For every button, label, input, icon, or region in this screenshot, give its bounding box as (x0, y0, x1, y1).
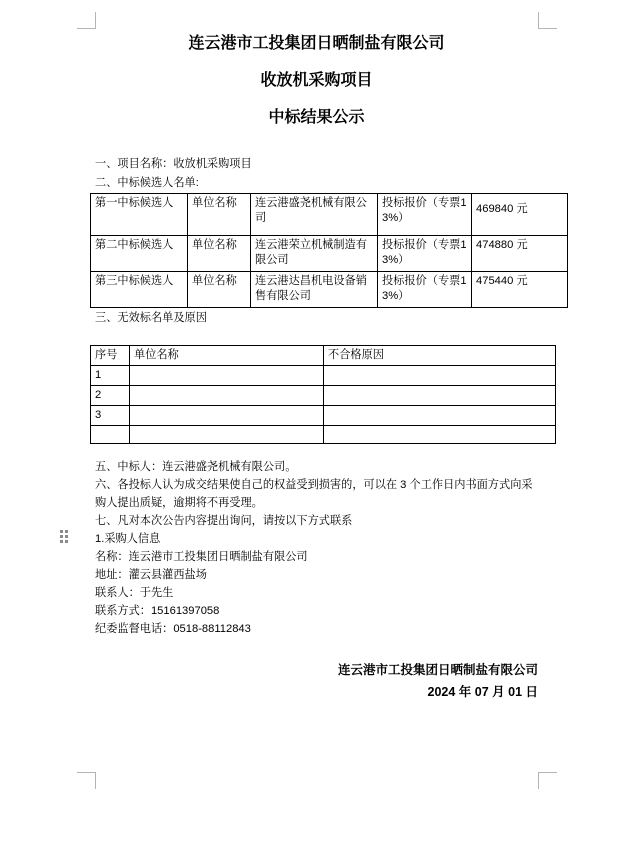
reason-cell (324, 366, 556, 386)
signature-company: 连云港市工投集团日晒制盐有限公司 (337, 663, 538, 677)
table-row (91, 406, 556, 426)
lead-sections (95, 155, 538, 193)
table-row (91, 366, 556, 386)
candidate-rank: 第一中标候选人 (91, 194, 188, 236)
purchaser-address: 地址：灌云县灌西盐场 (95, 569, 207, 581)
row-number (91, 426, 130, 444)
section-5-winner: 五、中标人：连云港盛尧机械有限公司。 (95, 461, 297, 473)
table-row (91, 386, 556, 406)
candidate-rank: 第三中标候选人 (91, 272, 188, 308)
row-number: 3 (91, 406, 130, 426)
crop-mark-top-left-icon (77, 12, 96, 29)
row-number: 1 (91, 366, 130, 386)
crop-mark-bottom-left-icon (77, 772, 96, 789)
table-row (91, 194, 568, 236)
unit-cell (130, 406, 324, 426)
crop-mark-bottom-right-icon (538, 772, 557, 789)
section-7-contact-intro: 七、凡对本次公告内容提出询问，请按以下方式联系 (95, 515, 353, 527)
body-paragraphs (95, 458, 539, 638)
purchaser-name: 名称：连云港市工投集团日晒制盐有限公司 (95, 551, 308, 563)
unit-name-label: 单位名称 (188, 194, 251, 236)
bid-price-value: 475440 元 (472, 272, 568, 308)
document-title-company: 连云港市工投集团日晒制盐有限公司 (188, 35, 445, 52)
candidate-company: 连云港盛尧机械有限公司 (251, 194, 378, 236)
section-3-invalid-heading: 三、无效标名单及原因 (95, 312, 207, 324)
candidate-company: 连云港达昌机电设备销售有限公司 (251, 272, 378, 308)
title-block (95, 36, 538, 147)
signature-block (95, 659, 538, 703)
reason-cell (324, 406, 556, 426)
bid-price-label: 投标报价（专票13%） (378, 272, 472, 308)
table-header-row (91, 346, 556, 366)
signature-date: 2024 年 07 月 01 日 (427, 685, 538, 699)
section-2-candidates-heading: 二、中标候选人名单: (95, 177, 199, 189)
unit-cell (130, 366, 324, 386)
table-row (91, 272, 568, 308)
reason-cell (324, 386, 556, 406)
supervision-phone: 纪委监督电话：0518-88112843 (95, 623, 251, 635)
margin-dots-marker-icon (60, 530, 68, 543)
table-row (91, 236, 568, 272)
reason-cell (324, 426, 556, 444)
invalid-bids-table (90, 345, 556, 444)
candidates-table (90, 193, 568, 308)
bid-price-label: 投标报价（专票13%） (378, 236, 472, 272)
bid-price-value: 469840 元 (472, 194, 568, 236)
bid-price-label: 投标报价（专票13%） (378, 194, 472, 236)
section-6-objection: 六、各投标人认为成交结果使自己的权益受到损害的，可以在 3 个工作日内书面方式向采购人提出质疑，逾期将不再受理。 (95, 479, 533, 509)
column-header-reason: 不合格原因 (324, 346, 556, 366)
column-header-unit: 单位名称 (130, 346, 324, 366)
bid-price-value: 474880 元 (472, 236, 568, 272)
purchaser-info-heading: 1.采购人信息 (95, 533, 161, 545)
section-1-project-name: 一、项目名称：收放机采购项目 (95, 158, 252, 170)
row-number: 2 (91, 386, 130, 406)
table-row (91, 426, 556, 444)
unit-name-label: 单位名称 (188, 236, 251, 272)
candidate-rank: 第二中标候选人 (91, 236, 188, 272)
column-header-no: 序号 (91, 346, 130, 366)
contact-phone: 联系方式：15161397058 (95, 605, 220, 617)
document-title-project: 收放机采购项目 (260, 72, 373, 89)
unit-cell (130, 386, 324, 406)
unit-name-label: 单位名称 (188, 272, 251, 308)
unit-cell (130, 426, 324, 444)
crop-mark-top-right-icon (538, 12, 557, 29)
document-title-announcement: 中标结果公示 (268, 109, 365, 126)
contact-person: 联系人：于先生 (95, 587, 174, 599)
candidate-company: 连云港荣立机械制造有限公司 (251, 236, 378, 272)
